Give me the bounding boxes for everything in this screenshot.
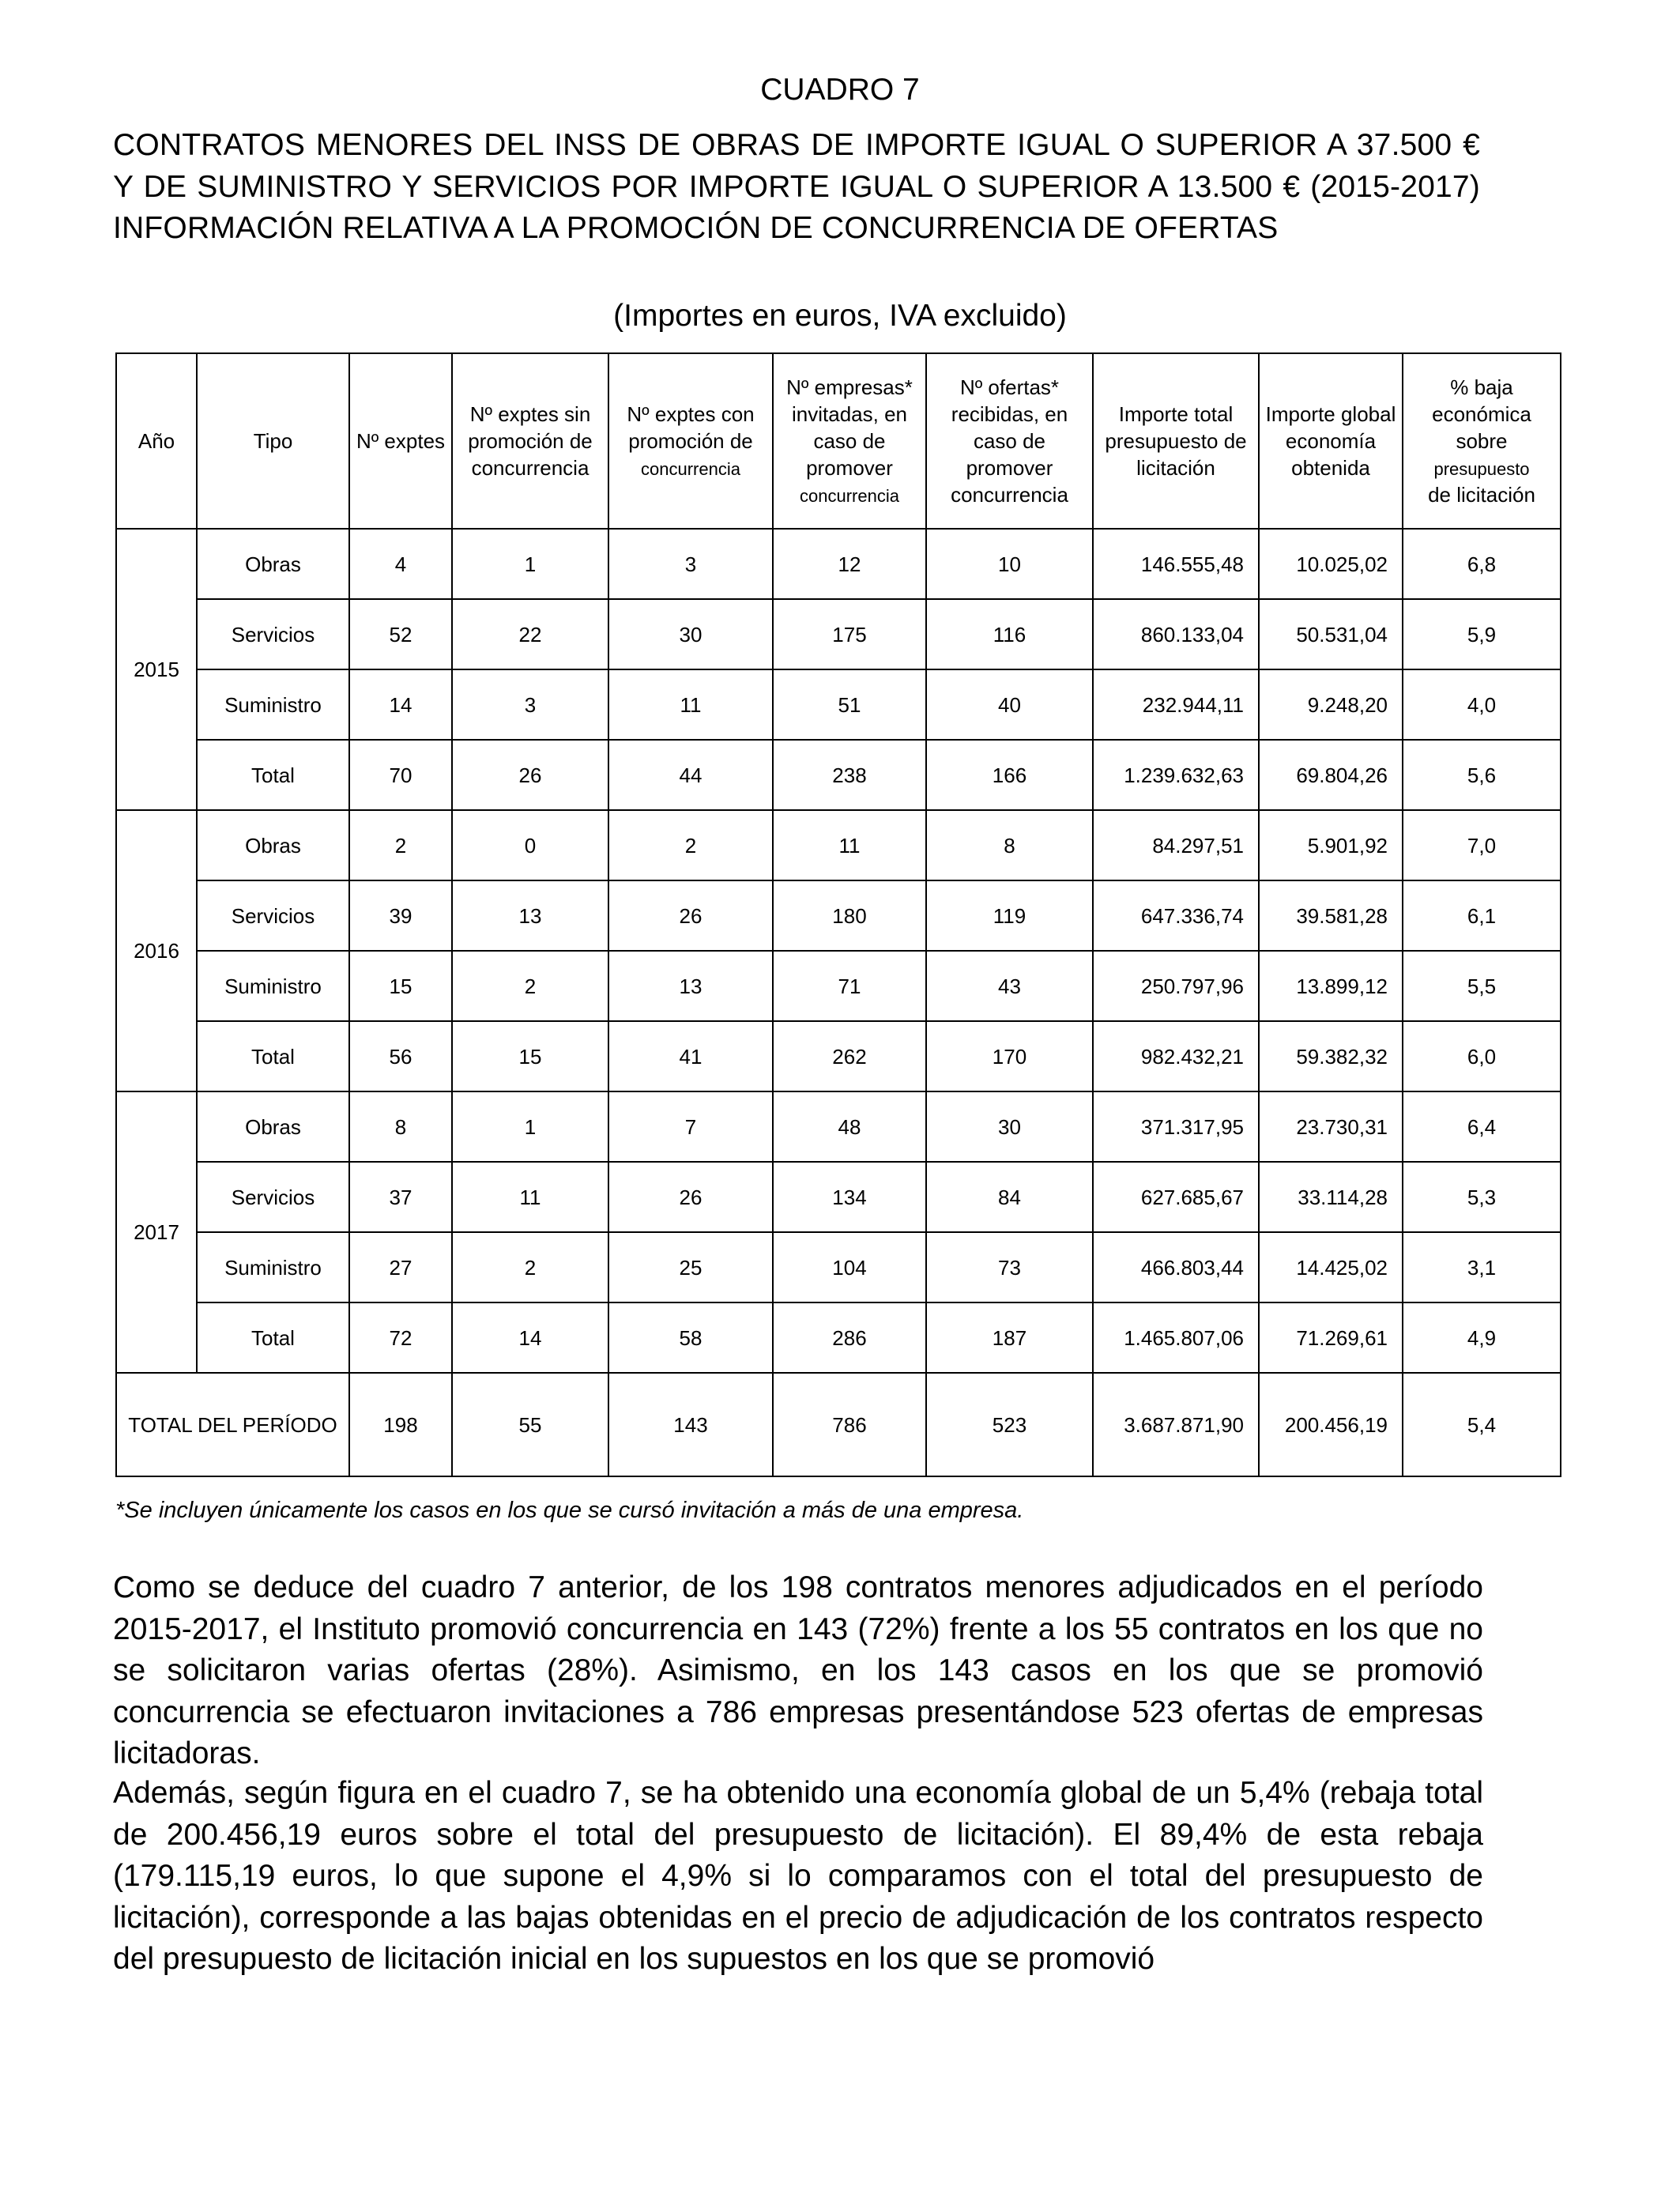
con-cell: 7 (608, 1091, 773, 1162)
empresas-cell: 12 (773, 529, 926, 599)
tipo-cell: Obras (197, 810, 349, 880)
year-cell: 2016 (116, 810, 197, 1091)
ofertas-cell: 170 (926, 1021, 1093, 1091)
year-cell: 2017 (116, 1091, 197, 1373)
baja-cell: 5,9 (1403, 599, 1561, 669)
ofertas-cell: 187 (926, 1302, 1093, 1373)
importe-cell: 146.555,48 (1093, 529, 1259, 599)
header-con-promocion-main: Nº exptes con promoción de (627, 402, 755, 453)
empresas-cell: 71 (773, 951, 926, 1021)
con-cell: 25 (608, 1232, 773, 1302)
exptes-cell: 37 (349, 1162, 452, 1232)
economia-cell: 13.899,12 (1259, 951, 1403, 1021)
exptes-cell: 8 (349, 1091, 452, 1162)
tipo-cell: Suministro (197, 951, 349, 1021)
baja-cell: 4,9 (1403, 1302, 1561, 1373)
body-paragraph: Además, según figura en el cuadro 7, se ha obtenido una economía global de un 5,4% (rebaja total de 200.456,19 euros sobre el total del presupuesto de licitación). El 89,4% de esta rebaja (179.115,19 euros, lo que supone el 4,9% si lo comparamos con el total del presupuesto de licitación), corresponde a las bajas obtenidas en el precio de adjudicación de los contratos respecto del presupuesto de licitación inicial en los supuestos en los que se promovió (113, 1776, 1483, 1976)
table-row (116, 529, 1561, 599)
table-number: CUADRO 7 (760, 73, 920, 107)
importe-cell: 466.803,44 (1093, 1232, 1259, 1302)
sin-cell: 55 (452, 1373, 608, 1476)
con-cell: 30 (608, 599, 773, 669)
ofertas-cell: 166 (926, 740, 1093, 810)
header-anio: Año (116, 353, 197, 529)
tipo-cell: Total (197, 740, 349, 810)
header-importe-global: Importe global economía obtenida (1259, 353, 1403, 529)
con-cell: 11 (608, 669, 773, 740)
table-row (116, 599, 1561, 669)
empresas-cell: 175 (773, 599, 926, 669)
baja-cell: 6,8 (1403, 529, 1561, 599)
economia-cell: 5.901,92 (1259, 810, 1403, 880)
baja-cell: 5,3 (1403, 1162, 1561, 1232)
header-con-promocion (608, 353, 773, 529)
empresas-cell: 51 (773, 669, 926, 740)
header-empresas-main: Nº empresas* invitadas, en caso de promover (786, 375, 913, 480)
economia-cell: 200.456,19 (1259, 1373, 1403, 1476)
exptes-cell: 72 (349, 1302, 452, 1373)
empresas-cell: 48 (773, 1091, 926, 1162)
con-cell: 3 (608, 529, 773, 599)
empresas-cell: 238 (773, 740, 926, 810)
con-cell: 26 (608, 1162, 773, 1232)
con-cell: 26 (608, 880, 773, 951)
exptes-cell: 52 (349, 599, 452, 669)
importe-cell: 860.133,04 (1093, 599, 1259, 669)
header-baja-main: % baja económica sobre (1432, 375, 1531, 453)
ofertas-cell: 523 (926, 1373, 1093, 1476)
baja-cell: 5,6 (1403, 740, 1561, 810)
tipo-cell: Obras (197, 1091, 349, 1162)
importe-cell: 3.687.871,90 (1093, 1373, 1259, 1476)
exptes-cell: 70 (349, 740, 452, 810)
header-baja-small: presupuesto (1433, 459, 1530, 479)
table-title: CONTRATOS MENORES DEL INSS DE OBRAS DE IMPORTE IGUAL O SUPERIOR A 37.500 € Y DE SUMINISTRO Y SERVICIOS POR IMPORTE IGUAL O SUPERIOR A 13.500 € (2015-2017) INFORMACIÓN RELATIVA A LA PROMOCIÓN DE CONCURRENCIA DE OFERTAS (113, 128, 1480, 245)
exptes-cell: 15 (349, 951, 452, 1021)
sin-cell: 2 (452, 951, 608, 1021)
importe-cell: 371.317,95 (1093, 1091, 1259, 1162)
economia-cell: 33.114,28 (1259, 1162, 1403, 1232)
header-empresas-small: concurrencia (800, 486, 899, 506)
baja-cell: 5,5 (1403, 951, 1561, 1021)
table-row (116, 810, 1561, 880)
economia-cell: 9.248,20 (1259, 669, 1403, 740)
economia-cell: 50.531,04 (1259, 599, 1403, 669)
con-cell: 58 (608, 1302, 773, 1373)
ofertas-cell: 116 (926, 599, 1093, 669)
con-cell: 44 (608, 740, 773, 810)
empresas-cell: 11 (773, 810, 926, 880)
importe-cell: 250.797,96 (1093, 951, 1259, 1021)
con-cell: 41 (608, 1021, 773, 1091)
exptes-cell: 56 (349, 1021, 452, 1091)
sin-cell: 11 (452, 1162, 608, 1232)
sin-cell: 13 (452, 880, 608, 951)
importe-cell: 232.944,11 (1093, 669, 1259, 740)
exptes-cell: 39 (349, 880, 452, 951)
sin-cell: 1 (452, 1091, 608, 1162)
tipo-cell: Servicios (197, 880, 349, 951)
exptes-cell: 14 (349, 669, 452, 740)
table-footnote: *Se incluyen únicamente los casos en los que se cursó invitación a más de una empresa. (115, 1498, 1024, 1523)
empresas-cell: 286 (773, 1302, 926, 1373)
table-row (116, 1021, 1561, 1091)
table-row (116, 1232, 1561, 1302)
exptes-cell: 2 (349, 810, 452, 880)
sin-cell: 22 (452, 599, 608, 669)
ofertas-cell: 84 (926, 1162, 1093, 1232)
sin-cell: 0 (452, 810, 608, 880)
contracts-table (115, 352, 1561, 1477)
ofertas-cell: 30 (926, 1091, 1093, 1162)
ofertas-cell: 73 (926, 1232, 1093, 1302)
header-sin-promocion: Nº exptes sin promoción de concurrencia (452, 353, 608, 529)
economia-cell: 71.269,61 (1259, 1302, 1403, 1373)
importe-cell: 647.336,74 (1093, 880, 1259, 951)
sin-cell: 15 (452, 1021, 608, 1091)
baja-cell: 5,4 (1403, 1373, 1561, 1476)
baja-cell: 3,1 (1403, 1232, 1561, 1302)
ofertas-cell: 8 (926, 810, 1093, 880)
tipo-cell: Suministro (197, 669, 349, 740)
tipo-cell: Total (197, 1021, 349, 1091)
con-cell: 13 (608, 951, 773, 1021)
table-row (116, 880, 1561, 951)
table-row (116, 1091, 1561, 1162)
baja-cell: 6,1 (1403, 880, 1561, 951)
importe-cell: 627.685,67 (1093, 1162, 1259, 1232)
header-tipo: Tipo (197, 353, 349, 529)
empresas-cell: 262 (773, 1021, 926, 1091)
header-con-promocion-small: concurrencia (641, 459, 740, 479)
importe-cell: 982.432,21 (1093, 1021, 1259, 1091)
table-row (116, 1162, 1561, 1232)
total-period-row (116, 1373, 1561, 1476)
ofertas-cell: 40 (926, 669, 1093, 740)
tipo-cell: Servicios (197, 599, 349, 669)
ofertas-cell: 119 (926, 880, 1093, 951)
header-row (116, 353, 1561, 529)
exptes-cell: 27 (349, 1232, 452, 1302)
con-cell: 2 (608, 810, 773, 880)
body-paragraph: Como se deduce del cuadro 7 anterior, de los 198 contratos menores adjudicados en el período 2015-2017, el Instituto promovió concurrencia en 143 (72%) frente a los 55 contratos en los que no se solicitaron varias ofertas (28%). Asimismo, en los 143 casos en los que se promovió concurrencia se efectuaron invitaciones a 786 empresas presentándose 523 ofertas de empresas licitadoras. (113, 1570, 1483, 1770)
importe-cell: 1.465.807,06 (1093, 1302, 1259, 1373)
header-baja-end: de licitación (1428, 483, 1535, 507)
baja-cell: 6,4 (1403, 1091, 1561, 1162)
con-cell: 143 (608, 1373, 773, 1476)
header-n-exptes: Nº exptes (349, 353, 452, 529)
baja-cell: 4,0 (1403, 669, 1561, 740)
empresas-cell: 180 (773, 880, 926, 951)
sin-cell: 2 (452, 1232, 608, 1302)
economia-cell: 23.730,31 (1259, 1091, 1403, 1162)
header-ofertas: Nº ofertas* recibidas, en caso de promover concurrencia (926, 353, 1093, 529)
sin-cell: 14 (452, 1302, 608, 1373)
importe-cell: 84.297,51 (1093, 810, 1259, 880)
exptes-cell: 198 (349, 1373, 452, 1476)
header-importe-total: Importe total presupuesto de licitación (1093, 353, 1259, 529)
tipo-cell: Suministro (197, 1232, 349, 1302)
table-row (116, 669, 1561, 740)
economia-cell: 39.581,28 (1259, 880, 1403, 951)
importe-cell: 1.239.632,63 (1093, 740, 1259, 810)
table-row (116, 1302, 1561, 1373)
table-row (116, 951, 1561, 1021)
table-subtitle: (Importes en euros, IVA excluido) (613, 299, 1067, 333)
economia-cell: 59.382,32 (1259, 1021, 1403, 1091)
exptes-cell: 4 (349, 529, 452, 599)
empresas-cell: 134 (773, 1162, 926, 1232)
header-empresas (773, 353, 926, 529)
economia-cell: 69.804,26 (1259, 740, 1403, 810)
ofertas-cell: 10 (926, 529, 1093, 599)
year-cell: 2015 (116, 529, 197, 810)
sin-cell: 3 (452, 669, 608, 740)
baja-cell: 6,0 (1403, 1021, 1561, 1091)
table-row (116, 740, 1561, 810)
sin-cell: 1 (452, 529, 608, 599)
sin-cell: 26 (452, 740, 608, 810)
header-baja (1403, 353, 1561, 529)
ofertas-cell: 43 (926, 951, 1093, 1021)
empresas-cell: 104 (773, 1232, 926, 1302)
baja-cell: 7,0 (1403, 810, 1561, 880)
tipo-cell: Total (197, 1302, 349, 1373)
economia-cell: 10.025,02 (1259, 529, 1403, 599)
economia-cell: 14.425,02 (1259, 1232, 1403, 1302)
total-period-label: TOTAL DEL PERÍODO (116, 1373, 349, 1476)
tipo-cell: Obras (197, 529, 349, 599)
empresas-cell: 786 (773, 1373, 926, 1476)
tipo-cell: Servicios (197, 1162, 349, 1232)
